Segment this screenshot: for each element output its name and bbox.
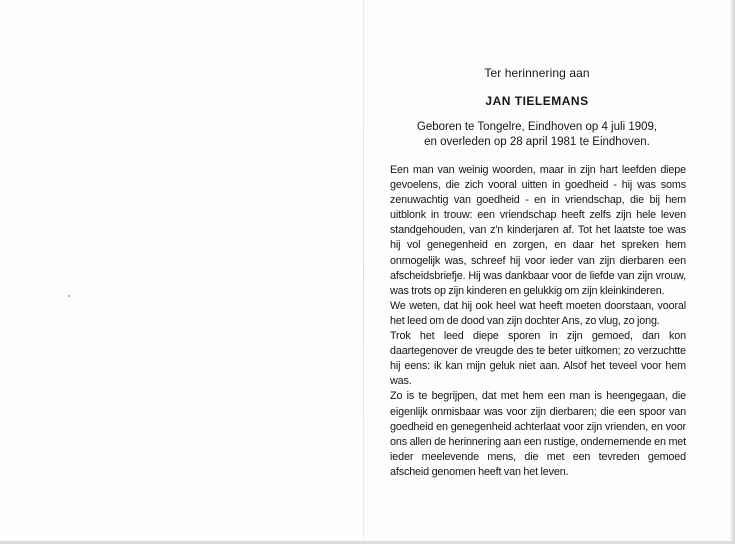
- card-right-edge: [729, 0, 735, 544]
- deceased-name: JAN TIELEMANS: [485, 94, 589, 108]
- memorial-paragraph: Trok het leed diepe sporen in zijn gemoed, dan kon daartegenover de vreugde des te beter uitkomen; zo verzuchtte hij eens: ik kan mijn geluk niet aan. Alsof het teveel voor hem was.: [390, 330, 686, 388]
- life-dates: [372, 120, 702, 150]
- memorial-text: [390, 163, 686, 480]
- intro-heading: Ter herinnering aan: [484, 66, 590, 80]
- memorial-paragraph: We weten, dat hij ook heel wat heeft moeten doorstaan, vooral het leed om de dood van zijn dochter Ans, zo vlug, zo jong.: [390, 299, 686, 327]
- death-line: en overleden op 28 april 1981 te Eindhoven.: [424, 136, 650, 148]
- card-left-panel: [0, 0, 363, 544]
- memorial-paragraph: Een man van weinig woorden, maar in zijn hart leefden diepe gevoelens, die zich vooral uitten in goedheid - hij was soms zenuwachtig van goedheid - en in vriendschap, die bij hem uitblonk in trouw: een vriendschap heeft zelfs zijn hele leven standgehouden, van z'n kinderjaren af. Tot het laatste toe was hij vol genegenheid en zorgen, en daar het spreken hem onmogelijk was, schreef hij voor ieder van zijn dierbaren een afscheidsbriefje. Hij was dankbaar voor de liefde van zijn vrouw, was trots op zijn kinderen en gelukkig om zijn kleinkinderen.: [390, 164, 686, 297]
- memorial-paragraph: Zo is te begrijpen, dat met hem een man is heengegaan, die eigenlijk onmisbaar was voor zijn dierbaren; die een spoor van goedheid en genegenheid achterlaat voor zijn vrienden, en voor ons allen de herinnering aan een rustige, ondernemende en met ieder meelevende mens, die met een tevreden gemoed afscheid genomen heeft van het leven.: [390, 390, 686, 478]
- birth-line: Geboren te Tongelre, Eindhoven op 4 juli 1909,: [416, 121, 658, 133]
- paper-speck: [68, 295, 70, 297]
